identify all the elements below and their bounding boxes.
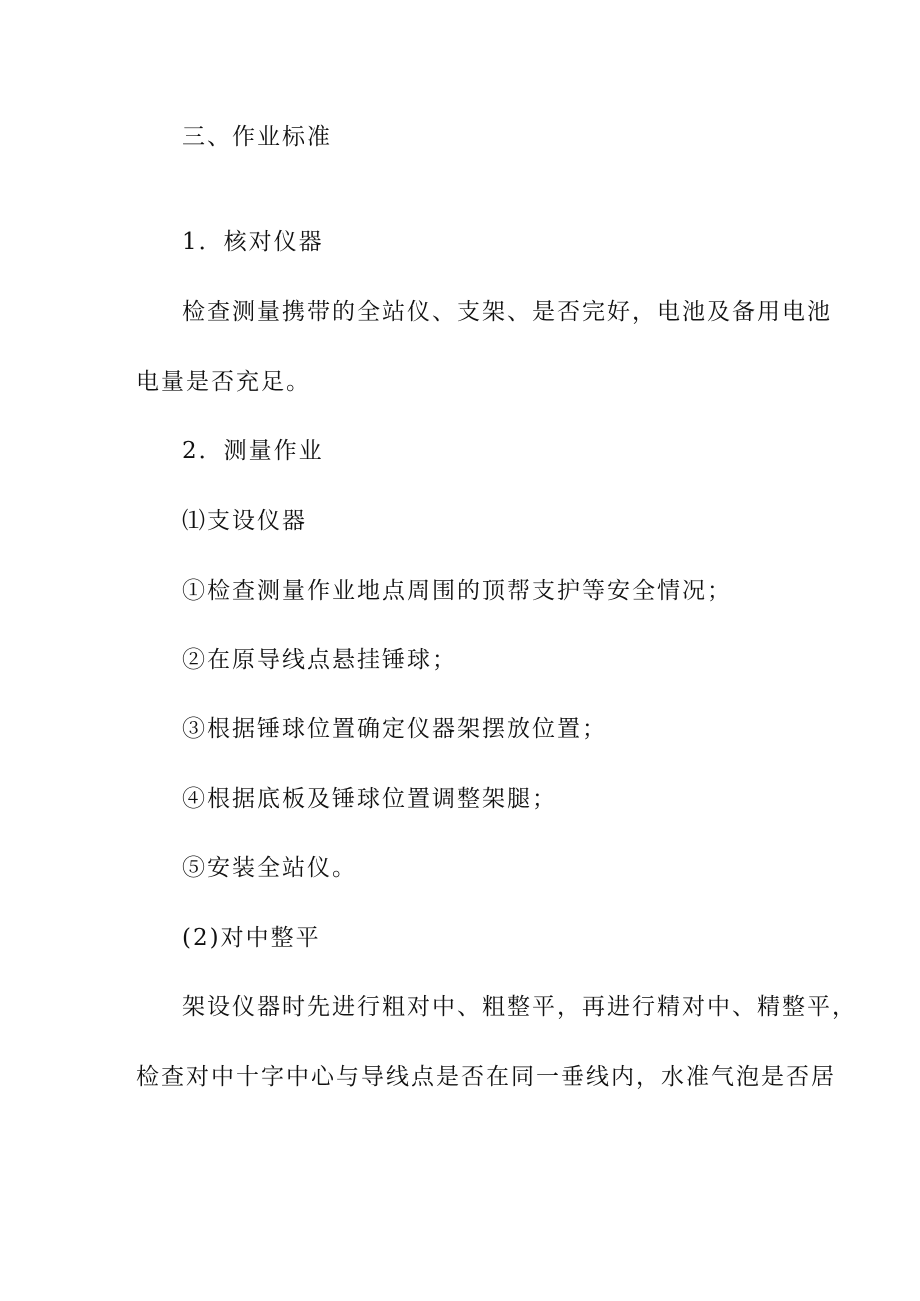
- sub2-paragraph-line-2: 检查对中十字中心与导线点是否在同一垂线内，水准气泡是否居: [136, 1064, 836, 1090]
- step-item: ③根据锤球位置确定仪器架摆放位置；: [182, 716, 607, 742]
- section-heading: 三、作业标准: [182, 124, 332, 150]
- step-item: ④根据底板及锤球位置调整架腿；: [182, 786, 557, 812]
- step-item: ①检查测量作业地点周围的顶帮支护等安全情况；: [182, 578, 732, 604]
- sub1-heading: ⑴支设仪器: [182, 508, 307, 534]
- sub2-heading: (2)对中整平: [182, 925, 321, 951]
- item1-heading: 1．核对仪器: [182, 229, 324, 255]
- step-item: ②在原导线点悬挂锤球；: [182, 647, 457, 673]
- item2-heading: 2．测量作业: [182, 438, 324, 464]
- step-item: ⑤安装全站仪。: [182, 855, 357, 881]
- item1-paragraph-line-1: 检查测量携带的全站仪、支架、是否完好，电池及备用电池: [182, 299, 832, 325]
- sub2-paragraph-line-1: 架设仪器时先进行粗对中、粗整平，再进行精对中、精整平，: [182, 994, 857, 1020]
- item1-paragraph-line-2: 电量是否充足。: [136, 369, 311, 395]
